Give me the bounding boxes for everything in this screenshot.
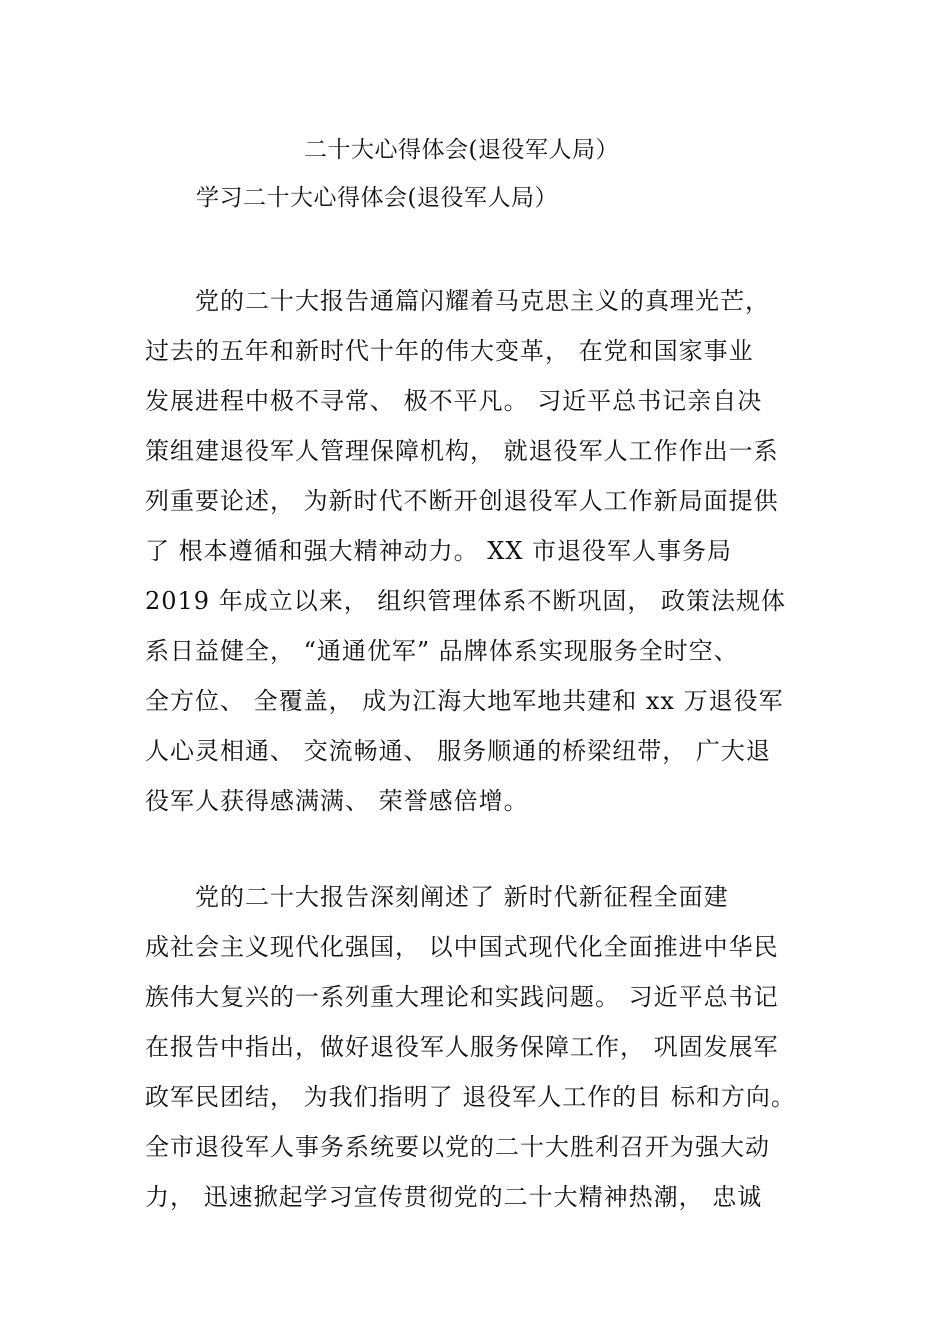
paragraph-2 (145, 880, 845, 1230)
paragraph-line: 党的二十大报告通篇闪耀着马克思主义的真理光芒， (145, 287, 770, 315)
paragraph-line: 过去的五年和新时代十年的伟大变革， 在党和国家事业 (145, 337, 754, 365)
document-title: 二十大心得体会(退役军人局） (304, 137, 619, 163)
paragraph-line: 2019 年成立以来， 组织管理体系不断巩固， 政策法规体 (145, 587, 786, 615)
paragraph-line: 全方位、 全覆盖， 成为江海大地军地共建和 xx 万退役军 (145, 687, 784, 715)
paragraph-line: 发展进程中极不寻常、 极不平凡。 习近平总书记亲自决 (145, 387, 763, 415)
paragraph-line: 成社会主义现代化强国， 以中国式现代化全面推进中华民 (145, 933, 779, 961)
paragraph-line: 役军人获得感满满、 荣誉感倍增。 (145, 787, 529, 815)
paragraph-line: 策组建退役军人管理保障机构， 就退役军人工作作出一系 (145, 437, 779, 465)
paragraph-line: 了 根本遵循和强大精神动力。 XX 市退役军人事务局 (145, 537, 733, 565)
paragraph-line: 全市退役军人事务系统要以党的二十大胜利召开为强大动 (145, 1133, 770, 1161)
paragraph-line: 力， 迅速掀起学习宣传贯彻党的二十大精神热潮， 忠诚 (145, 1183, 763, 1211)
paragraph-line: 人心灵相通、 交流畅通、 服务顺通的桥梁纽带， 广大退 (145, 737, 771, 765)
paragraph-line: 列重要论述， 为新时代不断开创退役军人工作新局面提供 (145, 487, 779, 515)
paragraph-1 (145, 284, 845, 834)
paragraph-line: 政军民团结， 为我们指明了 退役军人工作的目 标和方向。 (145, 1083, 796, 1111)
paragraph-line: 族伟大复兴的一系列重大理论和实践问题。 习近平总书记 (145, 983, 779, 1011)
document-subtitle: 学习二十大心得体会(退役军人局） (196, 185, 558, 211)
paragraph-line: 在报告中指出，做好退役军人服务保障工作， 巩固发展军 (145, 1033, 779, 1061)
paragraph-line: 党的二十大报告深刻阐述了 新时代新征程全面建 (145, 883, 729, 911)
paragraph-line: 系日益健全， “通通优军” 品牌体系实现服务全时空、 (145, 637, 739, 665)
